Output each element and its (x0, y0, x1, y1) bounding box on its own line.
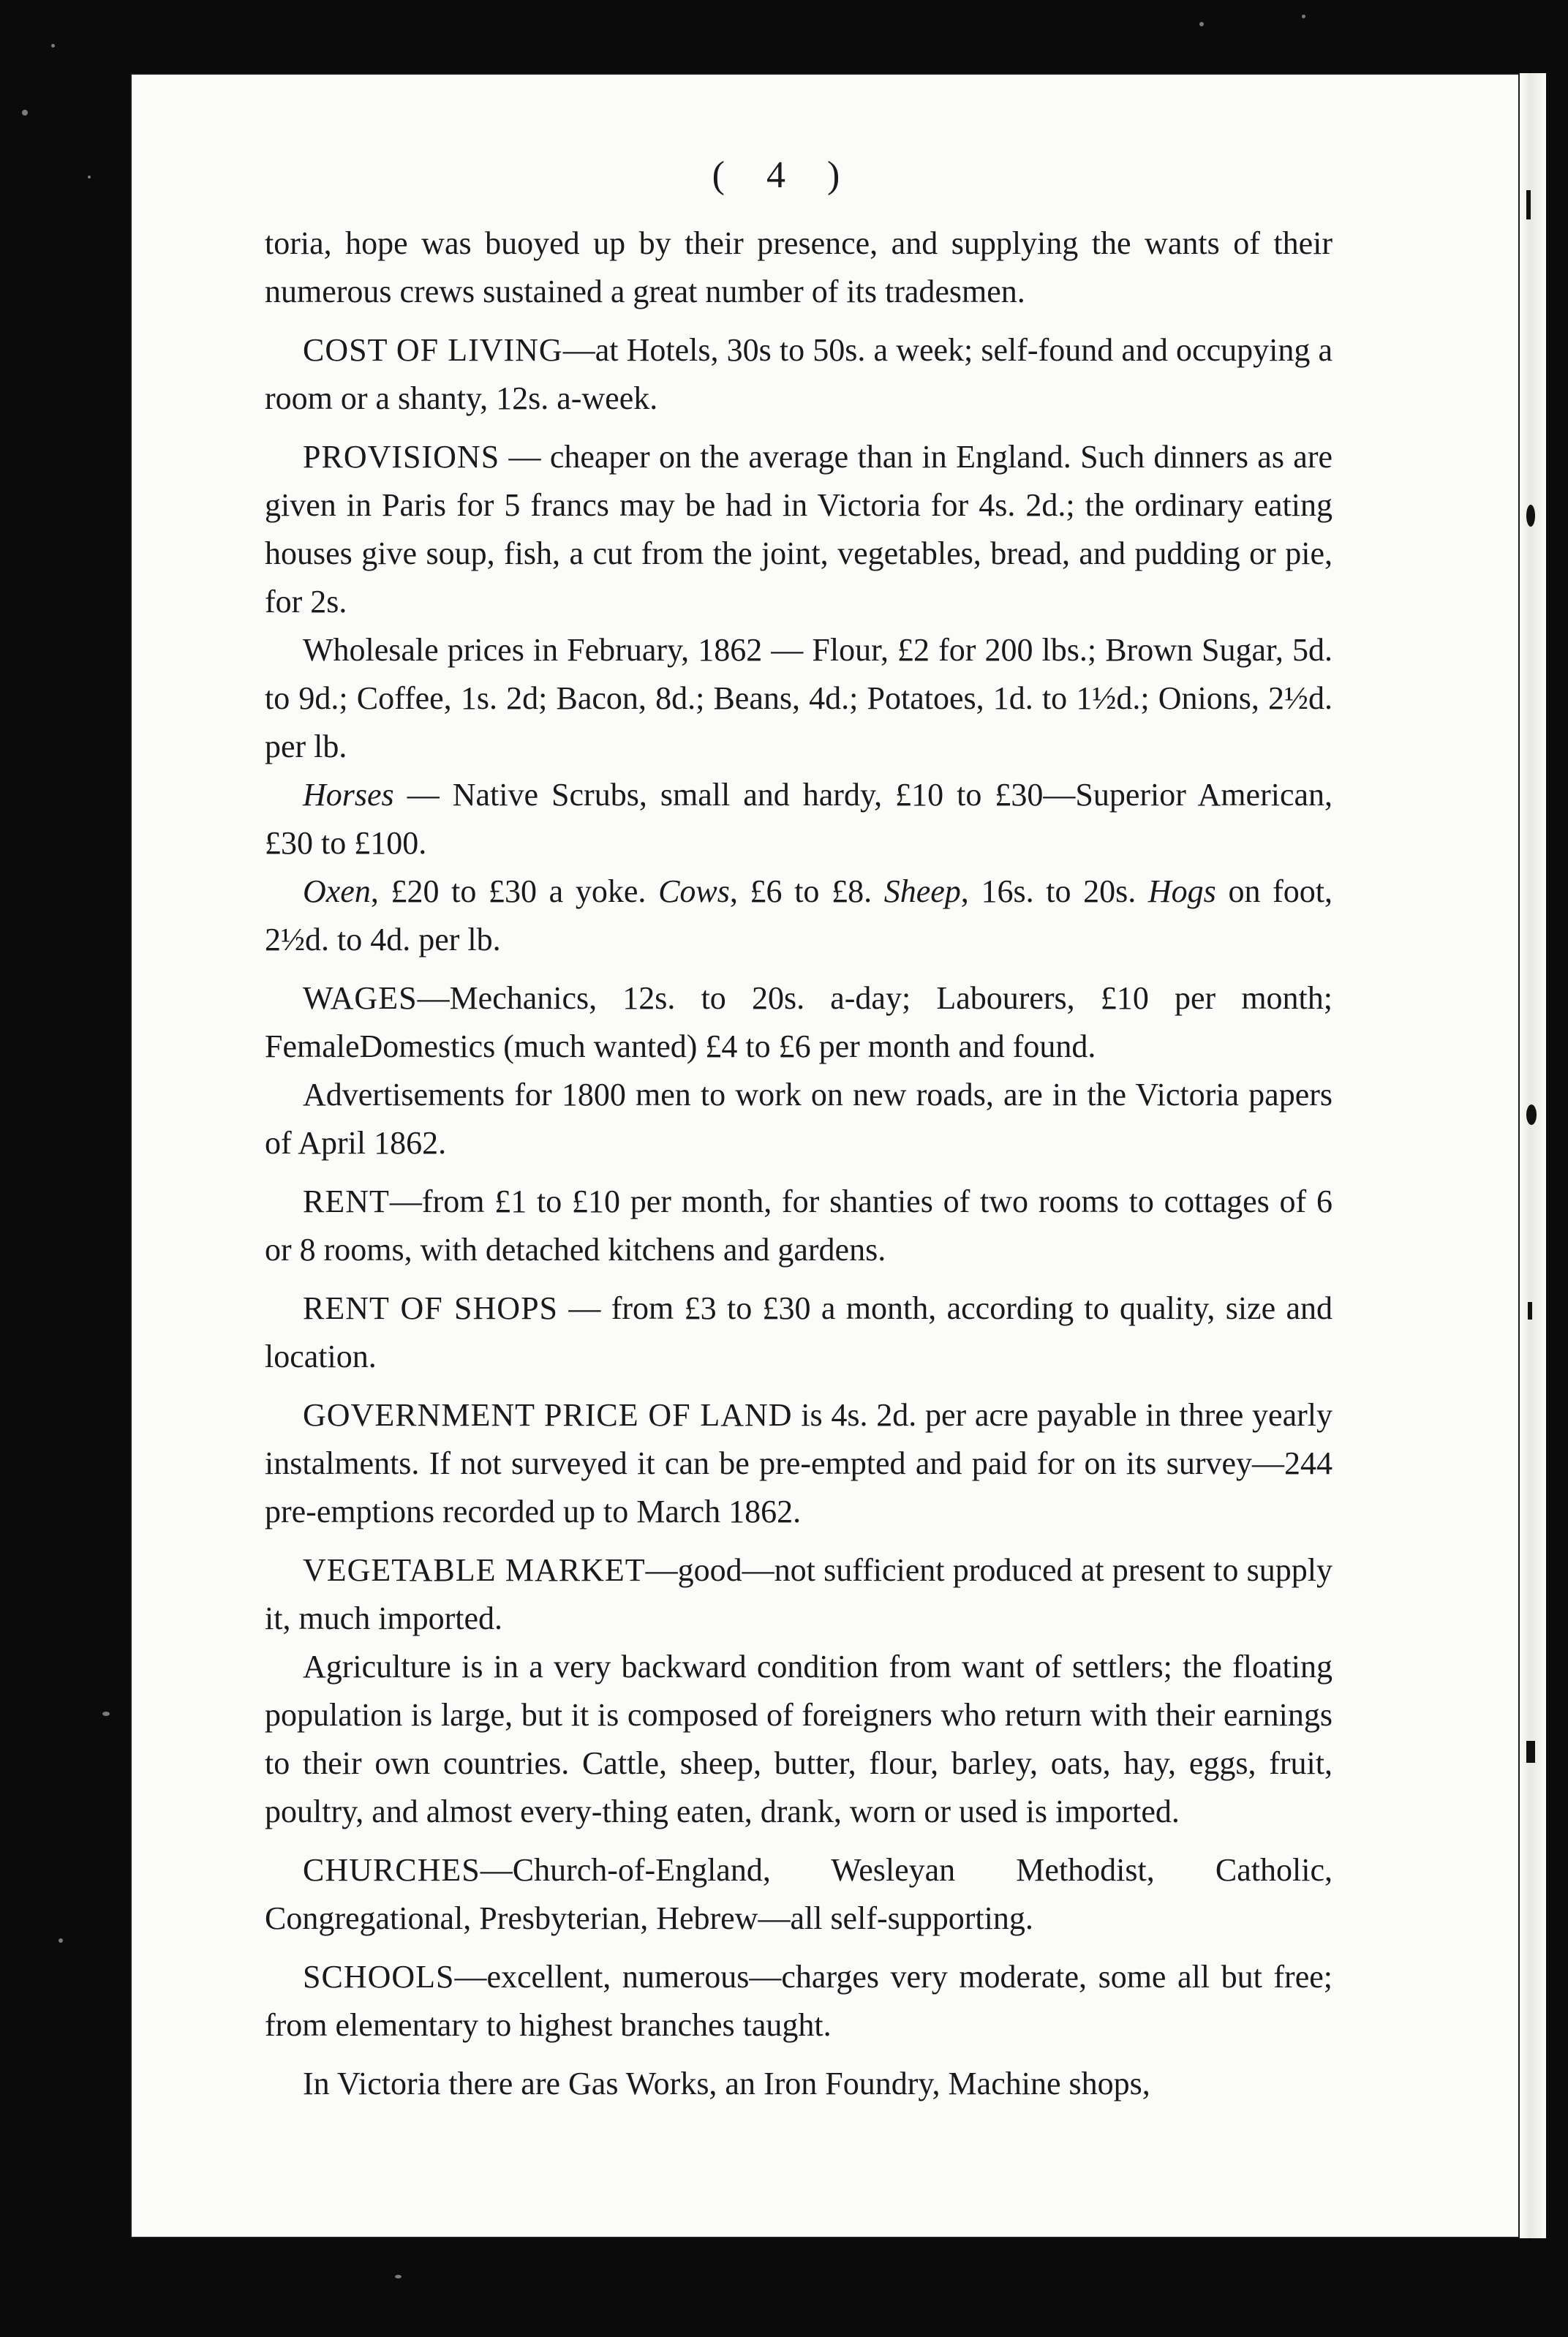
paragraph-text: Wholesale prices in February, 1862 — Flour, £2 for 200 lbs.; Brown Sugar, 5d. to 9d.; Coffee, 1s. 2d; Bacon, 8d.; Beans, 4d.; Potatoes, 1d. to 1½d.; Onions, 2½d. per lb. (265, 632, 1333, 764)
paragraph-text: — from £3 to £30 a month, according to quality, size and location. (265, 1290, 1333, 1374)
paragraph-agriculture (265, 1643, 1333, 1836)
paragraph-cost-of-living (265, 326, 1333, 423)
scan-speck (102, 1712, 110, 1716)
paragraph-text: —Church-of-England, Wesleyan Methodist, Catholic, Congregational, Presbyterian, Hebrew—all self-supporting. (265, 1852, 1333, 1936)
paragraph-horses (265, 771, 1333, 868)
italic-term: Oxen (303, 873, 371, 909)
paragraph-rent (265, 1178, 1333, 1274)
section-heading: GOVERNMENT PRICE OF LAND (303, 1397, 793, 1433)
paragraph-wholesale-prices (265, 626, 1333, 771)
paragraph-text: In Victoria there are Gas Works, an Iron Foundry, Machine shops, (303, 2066, 1150, 2101)
paragraph-text: — Native Scrubs, small and hardy, £10 to £30—Superior American, £30 to £100. (265, 777, 1333, 861)
section-heading: COST OF LIVING (303, 332, 563, 368)
section-heading: SCHOOLS (303, 1959, 455, 1995)
scan-speck (22, 110, 28, 116)
section-heading: PROVISIONS (303, 439, 500, 475)
paragraph-livestock (265, 868, 1333, 964)
scan-speck (1302, 15, 1305, 18)
paragraph-government-land (265, 1391, 1333, 1536)
paragraph-industries (265, 2060, 1333, 2108)
paragraph-provisions (265, 433, 1333, 626)
italic-term: Horses (303, 777, 394, 813)
paragraph-text: —Mechanics, 12s. to 20s. a-day; Labourers, £10 per month; FemaleDomestics (much wanted) £4 to £6 per month and found. (265, 980, 1333, 1064)
paragraph-rent-of-shops (265, 1284, 1333, 1381)
edge-mark (1528, 1302, 1532, 1320)
edge-mark (1526, 505, 1535, 527)
section-heading: VEGETABLE MARKET (303, 1552, 646, 1588)
paragraph-text: Agriculture is in a very backward condition from want of settlers; the floating population is large, but it is composed of foreigners who return with their earnings to their own countries. Cattle, sheep, butter, flour, barley, oats, hay, eggs, fruit, poultry, and almost every-thing eaten, drank, worn or used is imported. (265, 1649, 1333, 1829)
paragraph-text: Advertisements for 1800 men to work on new roads, are in the Victoria papers of April 1862. (265, 1077, 1333, 1161)
paragraph-text: , 16s. to 20s. (960, 873, 1137, 909)
page-body (265, 219, 1333, 2108)
scan-speck (1199, 22, 1204, 26)
paragraph-text: —at Hotels, 30s to 50s. a week; self-found and occupying a room or a shanty, 12s. a-week. (265, 332, 1333, 416)
paragraph-wages (265, 974, 1333, 1071)
paragraph-vegetable-market (265, 1546, 1333, 1643)
paragraph-advertisements (265, 1071, 1333, 1167)
page-number: ( 4 ) (712, 154, 856, 196)
section-heading: WAGES (303, 980, 418, 1016)
section-heading: RENT (303, 1183, 390, 1219)
paragraph-text: — cheaper on the average than in England. Such dinners as are given in Paris for 5 francs may be had in Victoria for 4s. 2d.; the ordinary eating houses give soup, fish, a cut from the joint, vegetables, bread, and pudding or pie, for 2s. (265, 439, 1333, 620)
paragraph-text: on foot, 2½d. to 4d. per lb. (265, 873, 1333, 957)
italic-term: Hogs (1147, 873, 1216, 909)
edge-mark (1526, 1104, 1537, 1125)
scan-speck (59, 1938, 63, 1943)
italic-term: Cows (658, 873, 730, 909)
paragraph-schools (265, 1953, 1333, 2050)
paragraph-text: —good—not sufficient produced at present to supply it, much imported. (265, 1552, 1333, 1636)
section-heading: CHURCHES (303, 1852, 480, 1888)
italic-term: Sheep (883, 873, 961, 909)
edge-mark (1526, 1741, 1535, 1763)
scan-speck (51, 44, 55, 48)
scan-speck (395, 2275, 402, 2278)
paragraph-churches (265, 1846, 1333, 1943)
paragraph-text: toria, hope was buoyed up by their presence, and supplying the wants of their numerous crews sustained a great number of its tradesmen. (265, 225, 1333, 309)
paragraph-text: —from £1 to £10 per month, for shanties of two rooms to cottages of 6 or 8 rooms, with detached kitchens and gardens. (265, 1183, 1333, 1268)
paragraph-text: —excellent, numerous—charges very moderate, some all but free; from elementary to highest branches taught. (265, 1959, 1333, 2043)
page-edge (1520, 73, 1546, 2238)
paragraph-text: is 4s. 2d. per acre payable in three yearly instalments. If not surveyed it can be pre-empted and paid for on its survey—244 pre-emptions recorded up to March 1862. (265, 1397, 1333, 1529)
section-heading: RENT OF SHOPS (303, 1290, 559, 1326)
paragraph-text: , £6 to £8. (729, 873, 872, 909)
paragraph-text: , £20 to £30 a yoke. (370, 873, 647, 909)
paragraph-continuation (265, 219, 1333, 316)
